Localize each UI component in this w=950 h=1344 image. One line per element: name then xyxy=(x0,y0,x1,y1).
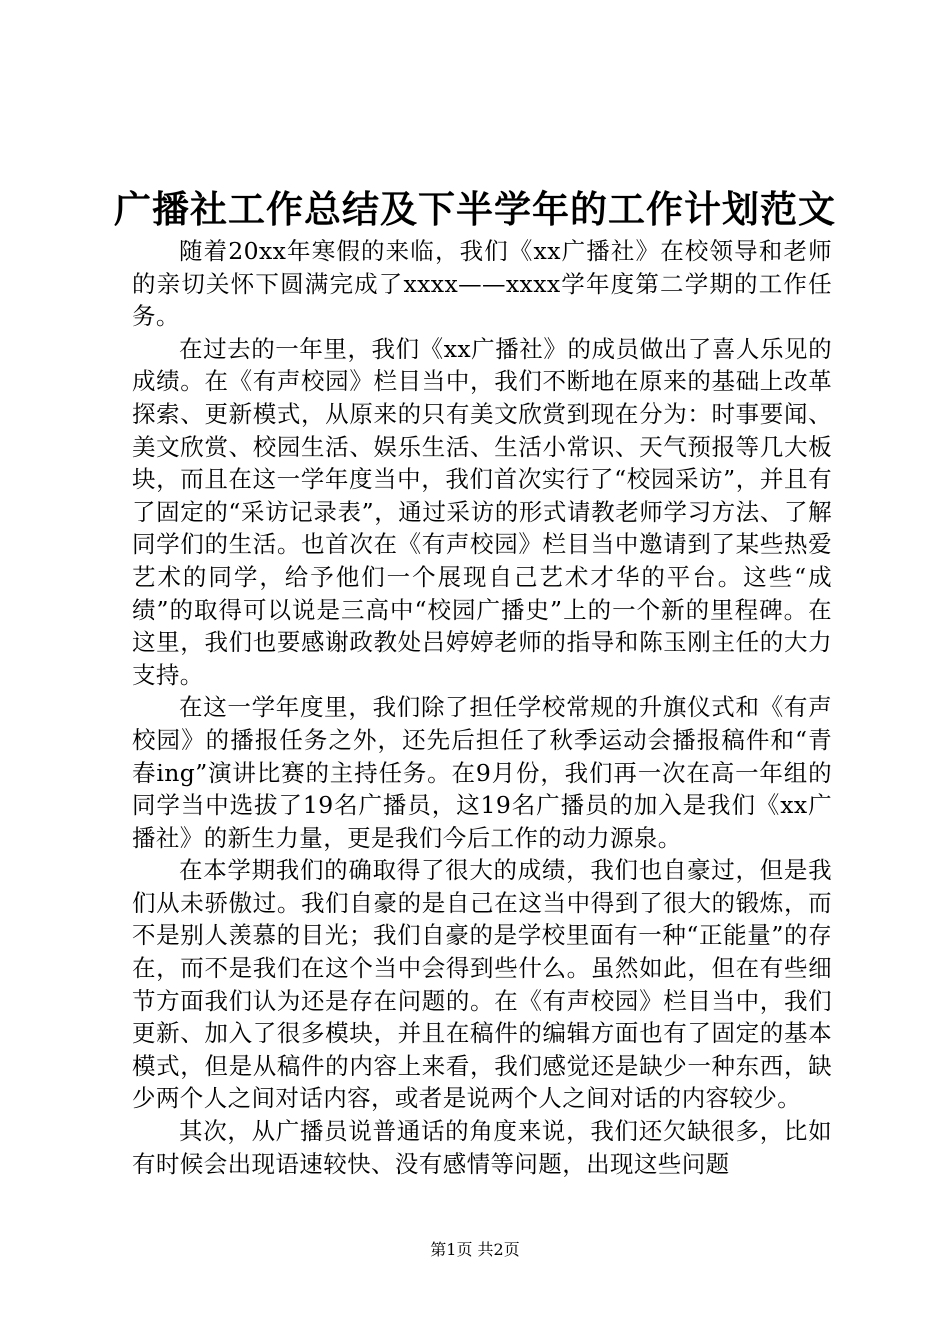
paragraph-1: 随着20xx年寒假的来临，我们《xx广播社》在校领导和老师的亲切关怀下圆满完成了xxxx——xxxx学年度第二学期的工作任务。 xyxy=(132,237,832,331)
paragraph-5: 其次，从广播员说普通话的角度来说，我们还欠缺很多，比如有时候会出现语速较快、没有感情等问题，出现这些问题 xyxy=(132,1117,832,1178)
paragraph-4: 在本学期我们的确取得了很大的成绩，我们也自豪过，但是我们从未骄傲过。我们自豪的是自己在这当中得到了很大的锻炼，而不是别人羡慕的目光；我们自豪的是学校里面有一种“正能量”的存在，而不是我们在这个当中会得到些什么。虽然如此，但在有些细节方面我们认为还是存在问题的。在《有声校园》栏目当中，我们更新、加入了很多模块，并且在稿件的编辑方面也有了固定的基本模式，但是从稿件的内容上来看，我们感觉还是缺少一种东西，缺少两个人之间对话内容，或者是说两个人之间对话的内容较少。 xyxy=(132,856,832,1113)
document-title: 广播社工作总结及下半学年的工作计划范文 xyxy=(114,187,836,231)
page-footer: 第1页 共2页 xyxy=(430,1240,520,1259)
paragraph-3: 在这一学年度里，我们除了担任学校常规的升旗仪式和《有声校园》的播报任务之外，还先后担任了秋季运动会播报稿件和“青春ing”演讲比赛的主持任务。在9月份，我们再一次在高一年组的同学当中选拔了19名广播员，这19名广播员的加入是我们《xx广播社》的新生力量，更是我们今后工作的动力源泉。 xyxy=(132,693,832,852)
paragraph-2: 在过去的一年里，我们《xx广播社》的成员做出了喜人乐见的成绩。在《有声校园》栏目当中，我们不断地在原来的基础上改革探索、更新模式，从原来的只有美文欣赏到现在分为：时事要闻、美文欣赏、校园生活、娱乐生活、生活小常识、天气预报等几大板块，而且在这一学年度当中，我们首次实行了“校园采访”，并且有了固定的“采访记录表”，通过采访的形式请教老师学习方法、了解同学们的生活。也首次在《有声校园》栏目当中邀请到了某些热爱艺术的同学，给予他们一个展现自己艺术才华的平台。这些“成绩”的取得可以说是三高中“校园广播史”上的一个新的里程碑。在这里，我们也要感谢政教处吕婷婷老师的指导和陈玉刚主任的大力支持。 xyxy=(132,334,832,689)
document-body xyxy=(132,235,832,1180)
